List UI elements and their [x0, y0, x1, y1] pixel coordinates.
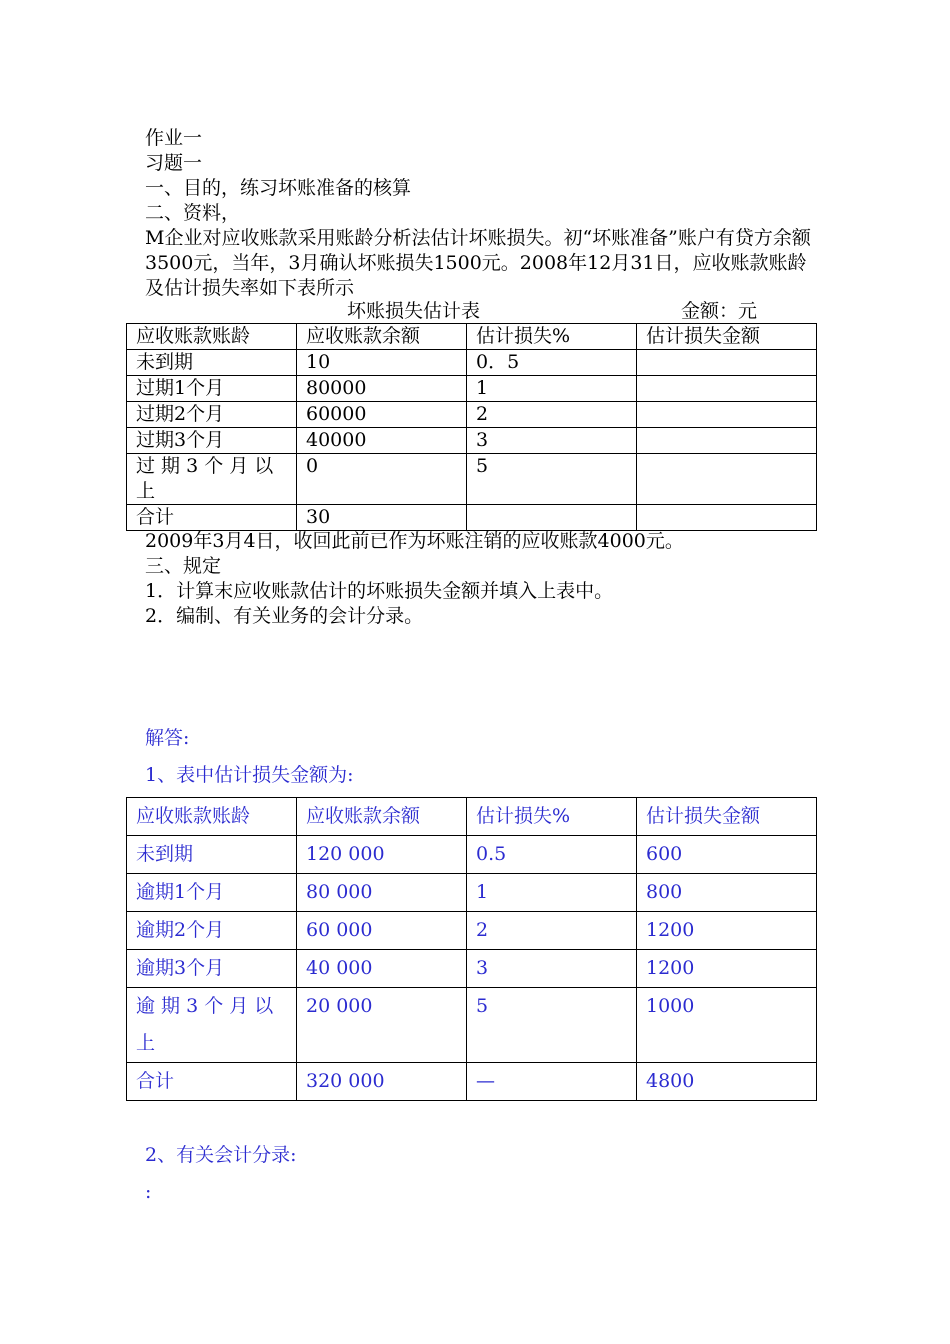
table-cell: 60000	[297, 402, 467, 428]
table-row	[127, 376, 817, 402]
table-cell: 1000	[637, 988, 817, 1063]
table1-caption: 坏账损失估计表	[347, 300, 481, 322]
table-cell: 过期1个月	[127, 376, 297, 402]
table1-header-cell: 估计损失金额	[637, 324, 817, 350]
bad-debt-estimate-table	[126, 323, 817, 531]
table-cell: 80000	[297, 376, 467, 402]
table-cell	[637, 402, 817, 428]
table-cell: 30	[297, 505, 467, 531]
table1-header-cell: 应收账款余额	[297, 324, 467, 350]
table-row	[127, 988, 817, 1063]
table2-header-cell: 估计损失金额	[637, 798, 817, 836]
table-row	[127, 454, 817, 505]
table-cell: 20 000	[297, 988, 467, 1063]
material-paragraph: M企业对应收账款采用账龄分析法估计坏账损失。初“坏账准备”账户有贷方余额3500元，当年，3月确认坏账损失1500元。2008年12月31日，应收账款账龄及估计损失率如下表所示	[145, 227, 811, 299]
table-row	[127, 350, 817, 376]
table-cell	[637, 454, 817, 505]
table-cell: 10	[297, 350, 467, 376]
table-row	[127, 402, 817, 428]
table-cell: 40000	[297, 428, 467, 454]
table-cell: 合计	[127, 505, 297, 531]
table-cell: 80 000	[297, 874, 467, 912]
table-cell: 2	[467, 912, 637, 950]
answer-table	[126, 797, 817, 1101]
table1-unit: 金额：元	[681, 300, 758, 322]
table-cell: 1	[467, 376, 637, 402]
table-cell: 0．5	[467, 350, 637, 376]
recovery-line: 2009年3月4日，收回此前已作为坏账注销的应收账款4000元。	[145, 530, 684, 552]
table-cell: 800	[637, 874, 817, 912]
table-row	[127, 912, 817, 950]
table-cell: 3	[467, 428, 637, 454]
table-cell: 合计	[127, 1063, 297, 1101]
requirements-heading: 三、规定	[145, 555, 222, 577]
purpose-line: 一、目的，练习坏账准备的核算	[145, 177, 412, 199]
table-row	[127, 428, 817, 454]
table-cell: 600	[637, 836, 817, 874]
table-cell: 过期2个月	[127, 402, 297, 428]
table-row	[127, 950, 817, 988]
table-cell: 过期3个月	[127, 428, 297, 454]
table-cell: 逾期1个月	[127, 874, 297, 912]
table-cell: 5	[467, 988, 637, 1063]
table-cell: 未到期	[127, 836, 297, 874]
table-cell: 逾期2个月	[127, 912, 297, 950]
exercise-title: 习题一	[145, 152, 203, 174]
table-row	[127, 1063, 817, 1101]
table-cell: 逾期3个月	[127, 950, 297, 988]
table-row	[127, 836, 817, 874]
table-cell: 过 期 3 个 月 以 上	[127, 454, 297, 505]
table-cell: 320 000	[297, 1063, 467, 1101]
table-cell: 2	[467, 402, 637, 428]
table-cell: 3	[467, 950, 637, 988]
material-heading: 二、资料，	[145, 202, 241, 224]
table-cell: 1200	[637, 912, 817, 950]
table2-header-cell: 估计损失%	[467, 798, 637, 836]
table-row	[127, 874, 817, 912]
table-cell: 0.5	[467, 836, 637, 874]
table2-header-row	[127, 798, 817, 836]
table1-header-cell: 估计损失%	[467, 324, 637, 350]
table-cell: 1	[467, 874, 637, 912]
table-cell: 5	[467, 454, 637, 505]
table-cell: 逾 期 3 个 月 以 上	[127, 988, 297, 1063]
requirement-2: 2．编制、有关业务的会计分录。	[145, 605, 424, 627]
table-cell: 未到期	[127, 350, 297, 376]
table-cell: 0	[297, 454, 467, 505]
table-cell	[637, 350, 817, 376]
table-cell	[637, 428, 817, 454]
table-cell	[637, 376, 817, 402]
table-cell	[467, 505, 637, 531]
requirement-1: 1．计算末应收账款估计的坏账损失金额并填入上表中。	[145, 580, 614, 602]
table-cell	[637, 505, 817, 531]
table-cell: —	[467, 1063, 637, 1101]
answer-title: 解答:	[145, 727, 190, 749]
table1-header-cell: 应收账款账龄	[127, 324, 297, 350]
answer-part1: 1、表中估计损失金额为:	[145, 764, 354, 786]
table-cell: 4800	[637, 1063, 817, 1101]
doc-title: 作业一	[145, 127, 203, 149]
table-cell: 60 000	[297, 912, 467, 950]
table-cell: 1200	[637, 950, 817, 988]
answer-part2: 2、有关会计分录:	[145, 1144, 297, 1166]
table-cell: 120 000	[297, 836, 467, 874]
table-cell: 40 000	[297, 950, 467, 988]
trailing-colon: :	[145, 1181, 152, 1203]
table2-header-cell: 应收账款余额	[297, 798, 467, 836]
table1-header-row	[127, 324, 817, 350]
table-row	[127, 505, 817, 531]
table2-header-cell: 应收账款账龄	[127, 798, 297, 836]
